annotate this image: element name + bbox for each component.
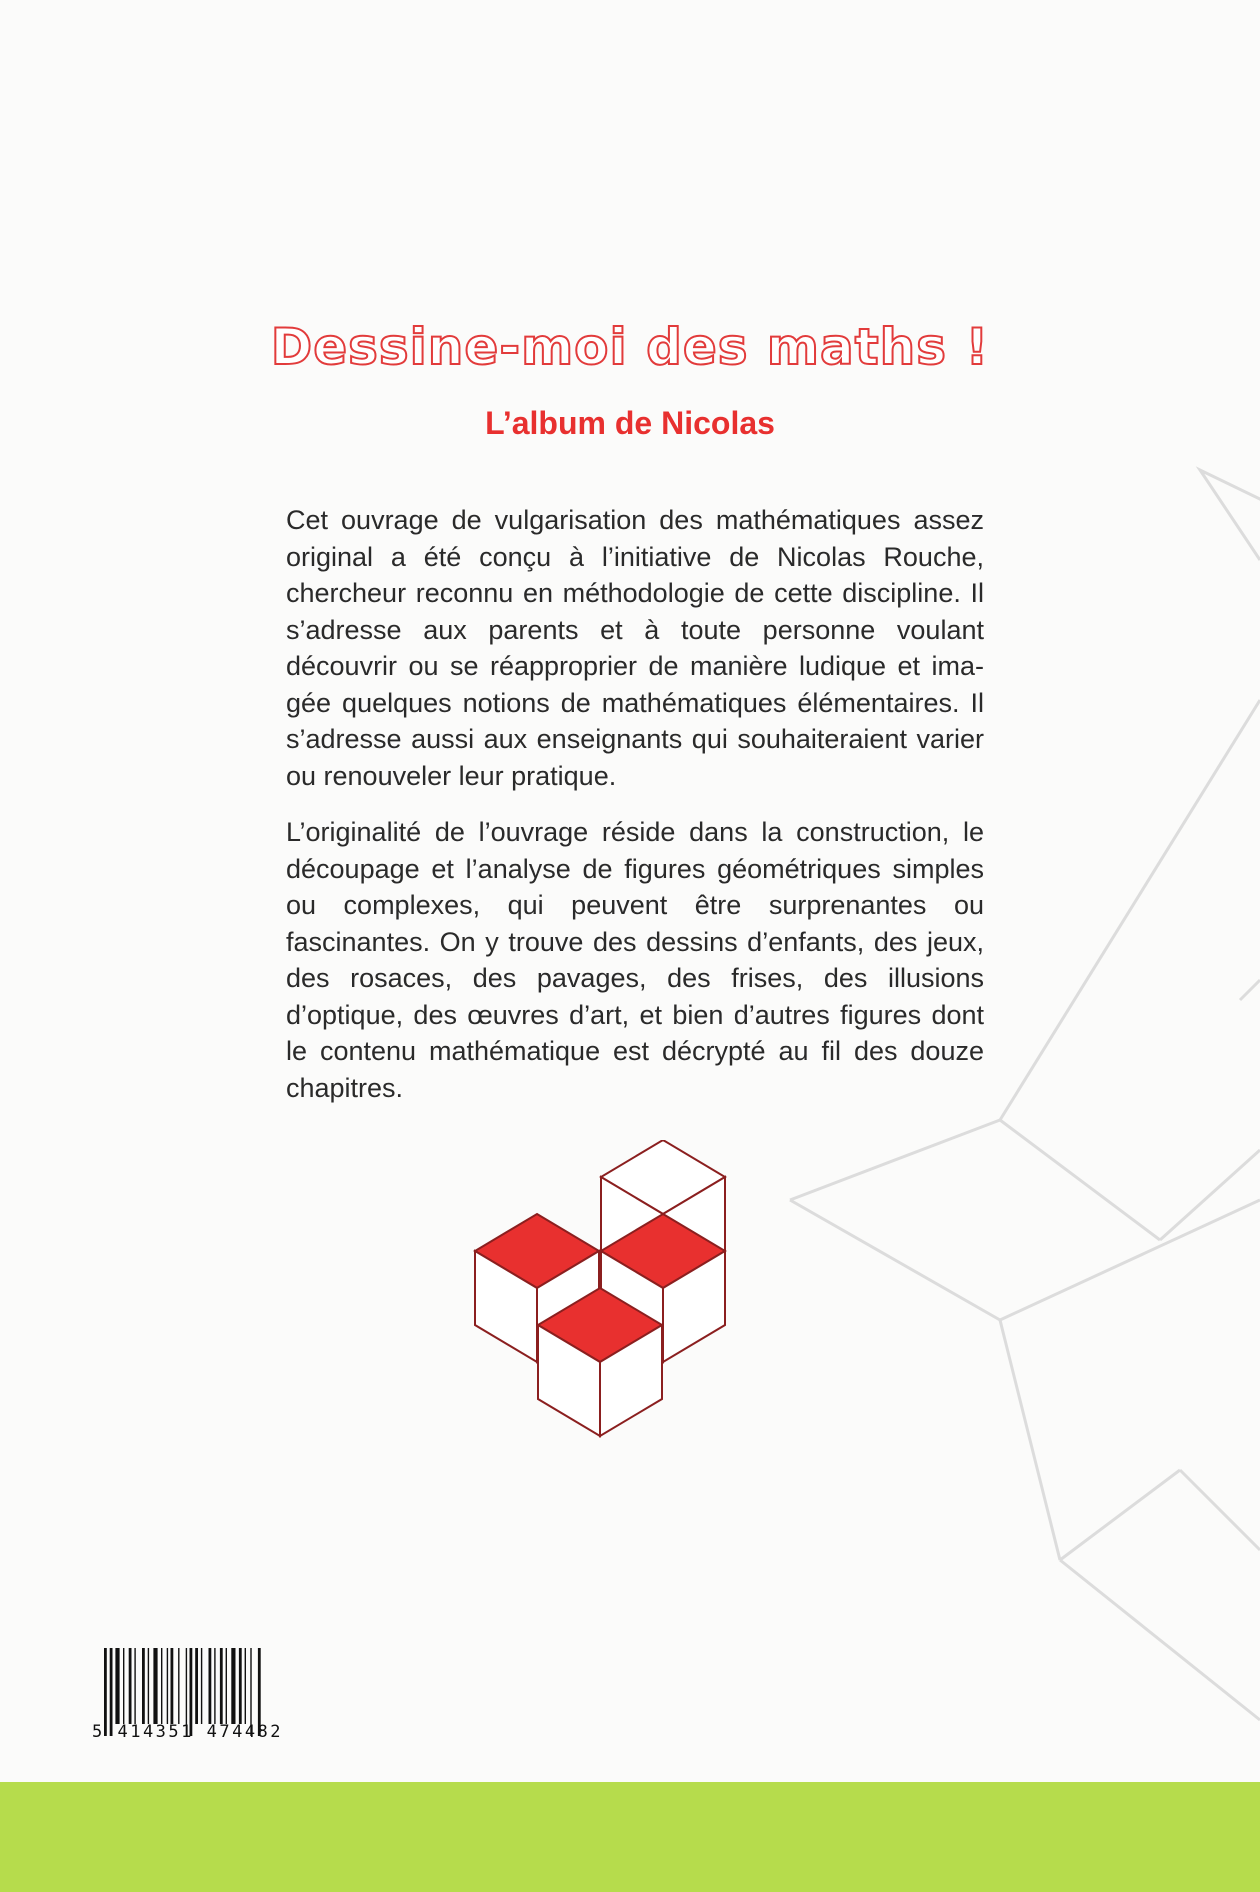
barcode-bar xyxy=(171,1648,174,1724)
barcode-bar xyxy=(245,1648,246,1724)
barcode-bar xyxy=(214,1648,215,1724)
barcode-bar xyxy=(115,1648,119,1724)
barcode-bar xyxy=(123,1648,124,1724)
barcode-bar xyxy=(220,1648,223,1724)
blurb-paragraph-1: Cet ouvrage de vulgarisation des mathématiques assez original a été conçu à l’initiative de Nicolas Rouche, chercheur reconnu en méthodologie de cette discipline. Il s’adresse aux parents et à toute personne voulant découvrir ou se réapproprier de manière ludique et imagée quelques notions de mathématiques élémentaires. Il s’adresse aussi aux enseignants qui souhaiteraient varier ou renouveler leur pratique. xyxy=(286,505,984,791)
barcode-bar xyxy=(201,1648,202,1724)
barcode-bar xyxy=(161,1648,162,1724)
barcode-bar xyxy=(142,1648,145,1724)
barcode-bar xyxy=(195,1648,198,1724)
footer-green-band xyxy=(0,1782,1260,1892)
book-subtitle: L’album de Nicolas xyxy=(485,405,775,441)
barcode-bar xyxy=(239,1648,242,1724)
barcode-number: 5 414351 474482 xyxy=(92,1722,284,1742)
blurb xyxy=(286,502,984,1126)
barcode-bar xyxy=(209,1648,212,1724)
barcode-bar xyxy=(178,1648,179,1724)
barcode-bar xyxy=(231,1648,235,1724)
barcode-bar xyxy=(226,1648,227,1724)
barcode-bar xyxy=(148,1648,149,1724)
barcode-bar xyxy=(153,1648,157,1724)
stacked-cubes-icon xyxy=(470,1140,740,1480)
barcode-bar xyxy=(134,1648,135,1724)
barcode-bar xyxy=(167,1648,168,1724)
book-title: Dessine-moi des maths ! xyxy=(270,318,990,376)
blurb-paragraph-2: L’originalité de l’ouvrage réside dans la construction, le découpage et l’analyse de figures géométriques simples ou complexes, qui peuvent être surprenantes ou fascinantes. On y trouve des dessins d’enfants, des jeux, des rosaces, des pavages, des frises, des illusions d’optique, des œuvres d’art, et bien d’autres figures dont le contenu mathématique est décrypté au fil des douze chapitres. xyxy=(286,817,984,1103)
barcode-bar xyxy=(129,1648,132,1724)
